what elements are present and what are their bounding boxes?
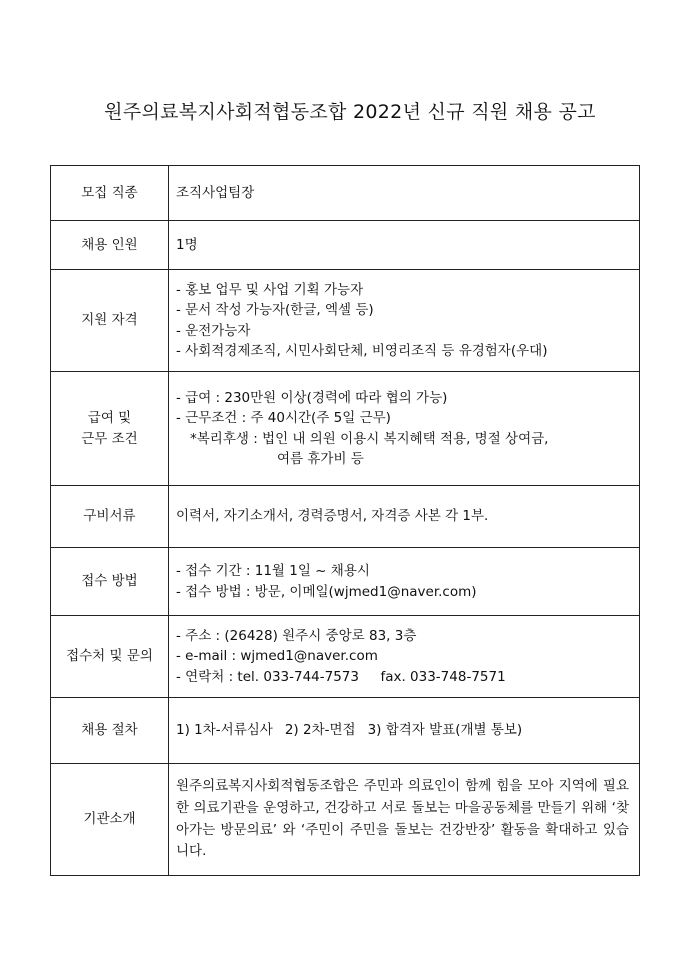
table-row-position: [51, 166, 640, 221]
headcount-text: 1명: [176, 236, 198, 253]
row-value-application: [169, 548, 640, 616]
row-label-contact: 접수처 및 문의: [51, 616, 169, 698]
row-value-headcount: [169, 221, 640, 270]
row-value-qualifications: [169, 270, 640, 372]
salary-label-line: 근무 조건: [81, 430, 138, 447]
table-row-headcount: [51, 221, 640, 270]
procedure-step: 1) 1차-서류심사: [176, 722, 273, 739]
salary-label-line: 급여 및: [87, 410, 132, 427]
application-method: - 접수 방법 : 방문, 이메일(wjmed1@naver.com): [176, 583, 477, 600]
row-value-salary-conditions: [169, 372, 640, 486]
row-value-organization: [169, 764, 640, 876]
row-value-documents: [169, 486, 640, 548]
position-text: 조직사업팀장: [176, 184, 255, 201]
row-label-procedure: 채용 절차: [51, 698, 169, 764]
row-label-position: 모집 직종: [51, 166, 169, 221]
working-hours-item: - 근무조건 : 주 40시간(주 5일 근무): [176, 410, 391, 427]
table-row-qualifications: [51, 270, 640, 372]
benefits-item: *복리후생 : 법인 내 의원 이용시 복지혜택 적용, 명절 상여금,: [190, 430, 549, 447]
row-label-qualifications: 지원 자격: [51, 270, 169, 372]
row-label-headcount: 채용 인원: [51, 221, 169, 270]
qualification-item: - 사회적경제조직, 시민사회단체, 비영리조직 등 유경험자(우대): [176, 342, 548, 359]
documents-text: 이력서, 자기소개서, 경력증명서, 자격증 사본 각 1부.: [176, 508, 489, 525]
procedure-step: 3) 합격자 발표(개별 통보): [367, 722, 523, 739]
contact-address: - 주소 : (26428) 원주시 중앙로 83, 3층: [176, 628, 417, 645]
row-label-documents: 구비서류: [51, 486, 169, 548]
application-period: - 접수 기간 : 11월 1일 ~ 채용시: [176, 563, 370, 580]
table-row-application: [51, 548, 640, 616]
contact-email: - e-mail : wjmed1@naver.com: [176, 648, 378, 665]
row-label-organization: 기관소개: [51, 764, 169, 876]
qualification-item: - 문서 작성 가능자(한글, 엑셀 등): [176, 302, 374, 319]
salary-item: - 급여 : 230만원 이상(경력에 따라 협의 가능): [176, 390, 448, 406]
benefits-item-continued: 여름 휴가비 등: [277, 450, 364, 467]
row-label-salary-conditions: [51, 372, 169, 486]
row-value-procedure: [169, 698, 640, 764]
row-label-application: 접수 방법: [51, 548, 169, 616]
table-row-contact: [51, 616, 640, 698]
recruitment-table: [50, 165, 640, 876]
qualification-item: - 홍보 업무 및 사업 기획 가능자: [176, 282, 364, 298]
organization-description: 원주의료복지사회적협동조합은 주민과 의료인이 함께 힘을 모아 지역에 필요한 의료기관을 운영하고, 건강하고 서로 돌보는 마을공동체를 만들기 위해 ‘찾아가는 방문의료’ 와 ‘주민이 주민을 돌보는 건강반장’ 활동을 확대하고 있습니다.: [176, 778, 629, 860]
qualification-item: - 운전가능자: [176, 322, 251, 339]
table-row-organization: [51, 764, 640, 876]
document-title: 원주의료복지사회적협동조합 2022년 신규 직원 채용 공고: [104, 101, 596, 123]
table-row-documents: [51, 486, 640, 548]
table-row-salary-conditions: [51, 372, 640, 486]
procedure-step: 2) 2차-면접: [284, 722, 356, 739]
row-value-contact: [169, 616, 640, 698]
row-value-position: [169, 166, 640, 221]
table-row-procedure: [51, 698, 640, 764]
contact-phone-fax: - 연락처 : tel. 033-744-7573 fax. 033-748-7571: [176, 668, 506, 685]
